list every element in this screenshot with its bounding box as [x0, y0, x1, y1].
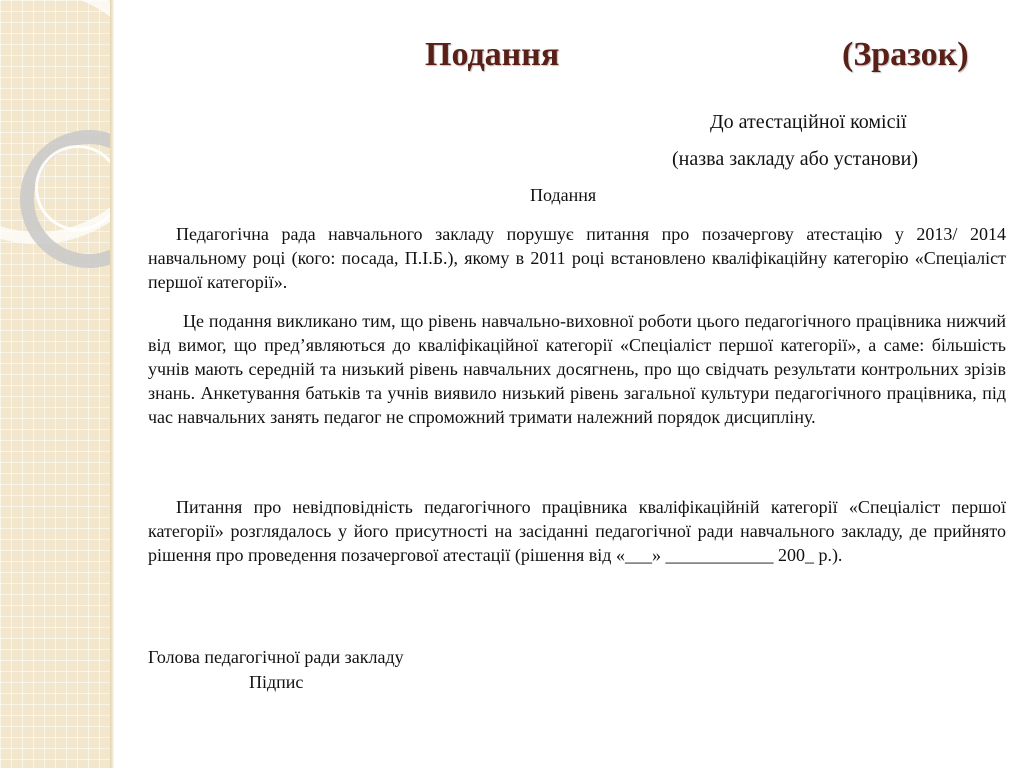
decorative-side-panel — [0, 0, 112, 768]
body-paragraph-2: Це подання викликано тим, що рівень навчально-виховної роботи цього педагогічного працівника нижчий від вимог, що пред’являються до кваліфікаційної категорії «Спеціаліст першої категорії», а саме: більшість учнів мають середній та низький рівень навчальних досягнень, про що свідчать результати контрольних зрізів знань. Анкетування батьків та учнів виявило низький рівень загальної культури педагогічного працівника, під час навчальних занять педагог не спроможний тримати належний порядок дисципліну. — [148, 311, 1006, 427]
decorative-ring-inner — [35, 145, 112, 231]
slide-title: Подання — [425, 36, 560, 73]
addressee-line-2: (назва закладу або установи) — [672, 148, 919, 170]
body-paragraph-1: Педагогічна рада навчального закладу порушує питання про позачергову атестацію у 2013/ 2014 навчальному році (кого: посада, П.І.Б.), якому в 2011 році встановлено кваліфікаційну категорію «Спеціаліст першої категорії». — [148, 224, 1006, 292]
addressee-line-1: До атестаційної комісії — [710, 111, 907, 133]
document-heading: Подання — [530, 185, 597, 205]
slide-title-note: (Зразок) — [842, 36, 969, 73]
signer-title: Голова педагогічної ради закладу — [148, 647, 404, 667]
side-panel-edge — [110, 0, 114, 768]
body-paragraph-3: Питання про невідповідність педагогічного працівника кваліфікаційній категорії «Спеціаліст першої категорії» розглядалось у його присутності на засіданні педагогічної ради навчального закладу, де прийнято рішення про проведення позачергової атестації (рішення від «___» ____________ 200_ р.). — [148, 497, 1006, 565]
signature-label: Підпис — [249, 672, 304, 692]
